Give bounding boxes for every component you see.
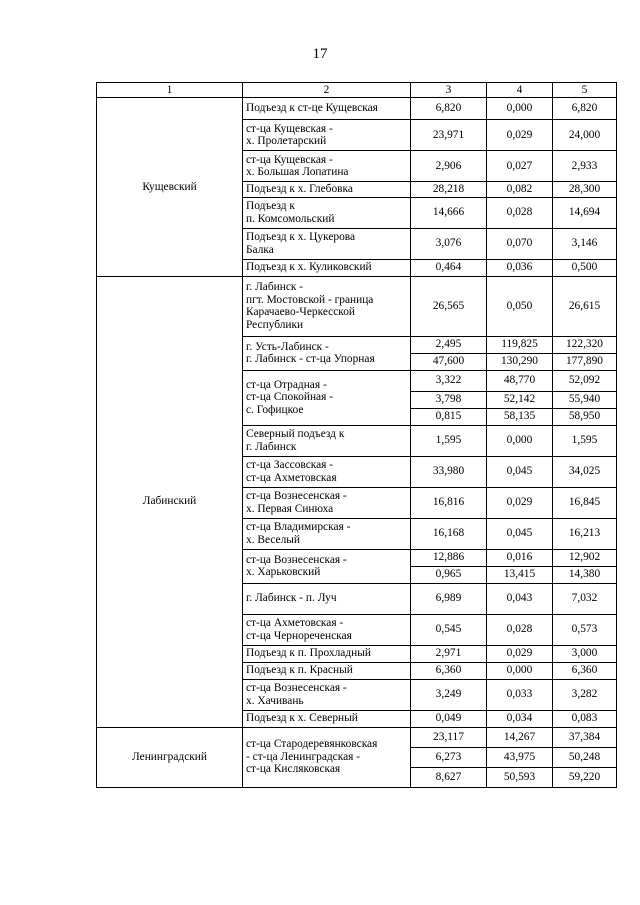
value-cell-c3: 14,666 — [411, 197, 487, 228]
value-cell-c4: 119,825 — [487, 336, 553, 353]
value-cell-c3: 3,076 — [411, 228, 487, 259]
value-cell-c3: 0,049 — [411, 710, 487, 727]
value-cell-c5: 58,950 — [553, 408, 617, 425]
value-cell-c5: 52,092 — [553, 370, 617, 391]
value-cell-c3: 6,989 — [411, 583, 487, 614]
value-cell-c4: 0,028 — [487, 197, 553, 228]
value-cell-c4: 0,000 — [487, 662, 553, 679]
value-cell-c3: 26,565 — [411, 276, 487, 336]
value-cell-c5: 50,248 — [553, 747, 617, 767]
value-cell-c3: 47,600 — [411, 353, 487, 370]
column-header: 1 — [97, 83, 243, 98]
value-cell-c5: 59,220 — [553, 767, 617, 787]
value-cell-c4: 0,045 — [487, 518, 553, 549]
value-cell-c5: 6,820 — [553, 98, 617, 120]
value-cell-c3: 3,798 — [411, 391, 487, 408]
column-header: 4 — [487, 83, 553, 98]
road-cell: ст-ца Ахметовская - ст-ца Чернореченская — [243, 614, 411, 645]
column-header: 5 — [553, 83, 617, 98]
value-cell-c5: 0,083 — [553, 710, 617, 727]
value-cell-c5: 55,940 — [553, 391, 617, 408]
value-cell-c3: 6,820 — [411, 98, 487, 120]
value-cell-c4: 0,033 — [487, 679, 553, 710]
value-cell-c3: 16,168 — [411, 518, 487, 549]
value-cell-c4: 0,029 — [487, 645, 553, 662]
value-cell-c3: 3,322 — [411, 370, 487, 391]
value-cell-c5: 177,890 — [553, 353, 617, 370]
road-cell: Подъезд к х. Глебовка — [243, 182, 411, 198]
value-cell-c4: 130,290 — [487, 353, 553, 370]
value-cell-c5: 122,320 — [553, 336, 617, 353]
road-cell: Подъезд к ст-це Кущевская — [243, 98, 411, 120]
road-cell: Подъезд к п. Комсомольский — [243, 197, 411, 228]
value-cell-c3: 2,971 — [411, 645, 487, 662]
value-cell-c4: 0,029 — [487, 120, 553, 151]
value-cell-c5: 14,380 — [553, 566, 617, 583]
value-cell-c5: 12,902 — [553, 549, 617, 566]
road-cell: Подъезд к п. Прохладный — [243, 645, 411, 662]
road-cell: ст-ца Владимирская - х. Веселый — [243, 518, 411, 549]
road-cell: Подъезд к х. Куликовский — [243, 259, 411, 276]
value-cell-c4: 0,082 — [487, 182, 553, 198]
road-cell: ст-ца Стародеревянковская - ст-ца Ленинградская - ст-ца Кисляковская — [243, 727, 411, 787]
district-cell: Лабинский — [97, 276, 243, 727]
value-cell-c4: 0,029 — [487, 487, 553, 518]
road-cell: Северный подъезд к г. Лабинск — [243, 425, 411, 456]
value-cell-c3: 2,906 — [411, 151, 487, 182]
page-number: 17 — [312, 46, 328, 62]
value-cell-c3: 0,464 — [411, 259, 487, 276]
value-cell-c4: 43,975 — [487, 747, 553, 767]
road-cell: ст-ца Кущевская - х. Большая Лопатина — [243, 151, 411, 182]
table-row — [97, 276, 617, 336]
value-cell-c5: 0,500 — [553, 259, 617, 276]
road-cell: ст-ца Вознесенская - х. Харьковский — [243, 549, 411, 583]
value-cell-c4: 0,016 — [487, 549, 553, 566]
value-cell-c4: 0,000 — [487, 98, 553, 120]
value-cell-c4: 0,050 — [487, 276, 553, 336]
value-cell-c5: 24,000 — [553, 120, 617, 151]
value-cell-c3: 0,545 — [411, 614, 487, 645]
value-cell-c5: 16,213 — [553, 518, 617, 549]
value-cell-c3: 0,965 — [411, 566, 487, 583]
value-cell-c4: 48,770 — [487, 370, 553, 391]
value-cell-c4: 0,045 — [487, 456, 553, 487]
roads-table — [96, 82, 617, 788]
value-cell-c5: 14,694 — [553, 197, 617, 228]
value-cell-c3: 3,249 — [411, 679, 487, 710]
road-cell: Подъезд к х. Цукерова Балка — [243, 228, 411, 259]
value-cell-c4: 13,415 — [487, 566, 553, 583]
value-cell-c3: 6,360 — [411, 662, 487, 679]
value-cell-c3: 12,886 — [411, 549, 487, 566]
road-cell: Подъезд к х. Северный — [243, 710, 411, 727]
value-cell-c5: 2,933 — [553, 151, 617, 182]
value-cell-c5: 3,146 — [553, 228, 617, 259]
value-cell-c4: 52,142 — [487, 391, 553, 408]
value-cell-c4: 0,028 — [487, 614, 553, 645]
header-row — [97, 83, 617, 98]
value-cell-c5: 0,573 — [553, 614, 617, 645]
value-cell-c4: 58,135 — [487, 408, 553, 425]
column-header: 3 — [411, 83, 487, 98]
value-cell-c3: 6,273 — [411, 747, 487, 767]
district-cell: Ленинградский — [97, 727, 243, 787]
value-cell-c3: 0,815 — [411, 408, 487, 425]
value-cell-c4: 0,043 — [487, 583, 553, 614]
value-cell-c5: 3,282 — [553, 679, 617, 710]
road-cell: г. Усть-Лабинск - г. Лабинск - ст-ца Упорная — [243, 336, 411, 370]
value-cell-c3: 1,595 — [411, 425, 487, 456]
road-cell: г. Лабинск - пгт. Мостовской - граница Карачаево-Черкесской Республики — [243, 276, 411, 336]
road-cell: ст-ца Вознесенская - х. Хачивань — [243, 679, 411, 710]
table-row — [97, 98, 617, 120]
value-cell-c3: 23,117 — [411, 727, 487, 747]
value-cell-c5: 37,384 — [553, 727, 617, 747]
value-cell-c4: 14,267 — [487, 727, 553, 747]
value-cell-c4: 0,027 — [487, 151, 553, 182]
column-header: 2 — [243, 83, 411, 98]
value-cell-c4: 0,070 — [487, 228, 553, 259]
value-cell-c3: 2,495 — [411, 336, 487, 353]
district-cell: Кущевский — [97, 98, 243, 277]
road-cell: г. Лабинск - п. Луч — [243, 583, 411, 614]
road-cell: ст-ца Вознесенская - х. Первая Синюха — [243, 487, 411, 518]
value-cell-c5: 26,615 — [553, 276, 617, 336]
road-cell: ст-ца Кущевская - х. Пролетарский — [243, 120, 411, 151]
value-cell-c3: 23,971 — [411, 120, 487, 151]
value-cell-c3: 16,816 — [411, 487, 487, 518]
value-cell-c4: 0,036 — [487, 259, 553, 276]
value-cell-c5: 34,025 — [553, 456, 617, 487]
road-cell: ст-ца Зассовская - ст-ца Ахметовская — [243, 456, 411, 487]
value-cell-c5: 16,845 — [553, 487, 617, 518]
road-cell: Подъезд к п. Красный — [243, 662, 411, 679]
value-cell-c4: 50,593 — [487, 767, 553, 787]
value-cell-c5: 6,360 — [553, 662, 617, 679]
value-cell-c5: 1,595 — [553, 425, 617, 456]
table-row — [97, 727, 617, 747]
value-cell-c3: 33,980 — [411, 456, 487, 487]
value-cell-c5: 28,300 — [553, 182, 617, 198]
value-cell-c3: 28,218 — [411, 182, 487, 198]
value-cell-c3: 8,627 — [411, 767, 487, 787]
road-cell: ст-ца Отрадная - ст-ца Спокойная - с. Гофицкое — [243, 370, 411, 425]
value-cell-c4: 0,000 — [487, 425, 553, 456]
value-cell-c5: 3,000 — [553, 645, 617, 662]
value-cell-c5: 7,032 — [553, 583, 617, 614]
value-cell-c4: 0,034 — [487, 710, 553, 727]
